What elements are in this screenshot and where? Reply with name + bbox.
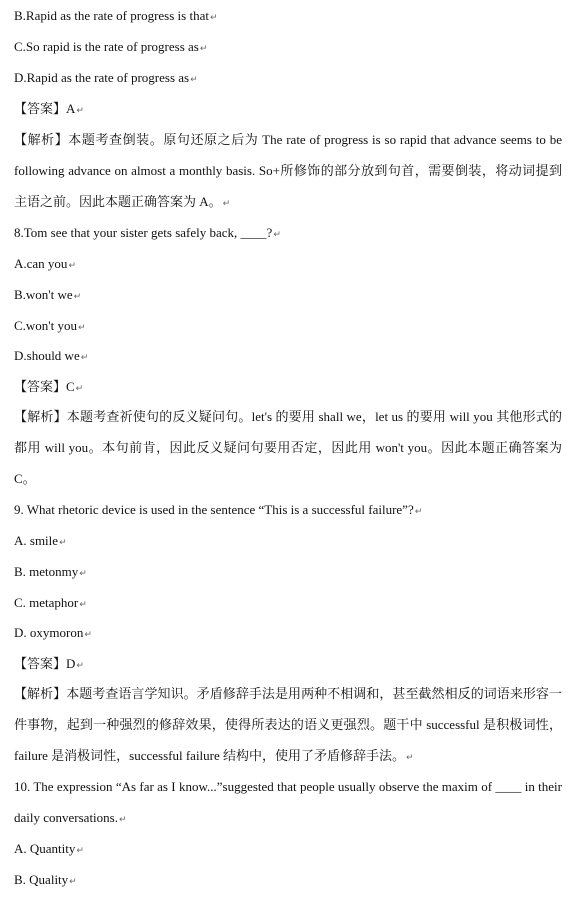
q8-stem-text: 8.Tom see that your sister gets safely back, ____? [14,225,273,240]
q8-option-c [14,317,562,337]
paragraph-mark-icon: ↵ [118,815,127,825]
q8-option-d [14,347,562,367]
q9-option-a [14,532,562,552]
q9-stem-text: 9. What rhetoric device is used in the sentence “This is a successful failure”? [14,502,414,517]
paragraph-mark-icon: ↵ [209,13,218,23]
q7-option-c-text: C.So rapid is the rate of progress as [14,39,199,54]
q9-stem [14,501,562,521]
q9-option-a-text: A. smile [14,533,59,548]
q7-option-d-text: D.Rapid as the rate of progress as [14,70,190,85]
paragraph-mark-icon: ↵ [69,877,77,887]
paragraph-mark-icon: ↵ [75,384,84,394]
q9-option-b [14,563,562,583]
paragraph-mark-icon: ↵ [222,199,231,209]
q7-analysis-text: 【解析】本题考查倒装。原句还原之后为 The rate of progress is so rapid that advance seems to be following advance on almost a monthly basis. So+所修饰的部分放到句首，需要倒装，将动词提到主语之前。因此本题正确答案为 A。 [14,132,562,209]
q8-answer-text: 【答案】C [14,379,75,394]
paragraph-mark-icon: ↵ [68,261,76,271]
q8-analysis-text: 【解析】本题考查祈使句的反义疑问句。let's 的要用 shall we，let us 的要用 will you 其他形式的都用 will you。本句前肯，因此反义疑问句要用否定，因此用 won't you。因此本题正确答案为 C。 [14,409,562,486]
q7-option-b [14,7,562,27]
q9-analysis-text: 【解析】本题考查语言学知识。矛盾修辞手法是用两种不相调和，甚至截然相反的词语来形容一件事物，起到一种强烈的修辞效果，使得所表达的语义更强烈。题干中 successful 是积极词性，failure 是消极词性，successful failure 结构中，使用了矛盾修辞手法。 [14,686,562,763]
q9-answer [14,655,562,675]
paragraph-mark-icon: ↵ [80,353,89,363]
paragraph-mark-icon: ↵ [76,106,84,116]
q10-stem [14,771,562,836]
q9-analysis [14,678,562,774]
q10-option-b-text: B. Quality [14,872,69,887]
q10-option-b [14,871,562,891]
paragraph-mark-icon: ↵ [79,569,87,579]
q8-option-d-text: D.should we [14,348,80,363]
q8-analysis [14,401,562,494]
q7-option-d [14,69,562,89]
q10-option-a [14,840,562,860]
q9-option-c [14,594,562,614]
q7-analysis [14,124,562,220]
q8-option-a-text: A.can you [14,256,68,271]
q8-option-b-text: B.won't we [14,287,73,302]
q9-option-d-text: D. oxymoron [14,625,84,640]
q8-option-c-text: C.won't you [14,318,78,333]
paragraph-mark-icon: ↵ [190,75,198,85]
q9-option-b-text: B. metonmy [14,564,79,579]
q8-answer [14,378,562,398]
paragraph-mark-icon: ↵ [199,44,208,54]
q7-answer [14,100,562,120]
q9-answer-text: 【答案】D [14,656,76,671]
paragraph-mark-icon: ↵ [73,292,82,302]
paragraph-mark-icon: ↵ [414,507,423,517]
paragraph-mark-icon: ↵ [273,230,281,240]
q9-option-d [14,624,562,644]
paragraph-mark-icon: ↵ [78,323,86,333]
paragraph-mark-icon: ↵ [76,661,84,671]
q8-option-b [14,286,562,306]
q7-option-b-text: B.Rapid as the rate of progress is that [14,8,209,23]
q9-option-c-text: C. metaphor [14,595,79,610]
q7-option-c [14,38,562,58]
paragraph-mark-icon: ↵ [79,600,87,610]
q8-option-a [14,255,562,275]
q8-stem [14,224,562,244]
q10-stem-text: 10. The expression “As far as I know...”suggested that people usually observe the maxim of ____ in their daily conversations. [14,779,562,825]
paragraph-mark-icon: ↵ [84,630,92,640]
paragraph-mark-icon: ↵ [59,538,67,548]
paragraph-mark-icon: ↵ [76,846,84,856]
paragraph-mark-icon: ↵ [406,753,414,763]
q7-answer-text: 【答案】A [14,101,76,116]
q10-option-a-text: A. Quantity [14,841,76,856]
